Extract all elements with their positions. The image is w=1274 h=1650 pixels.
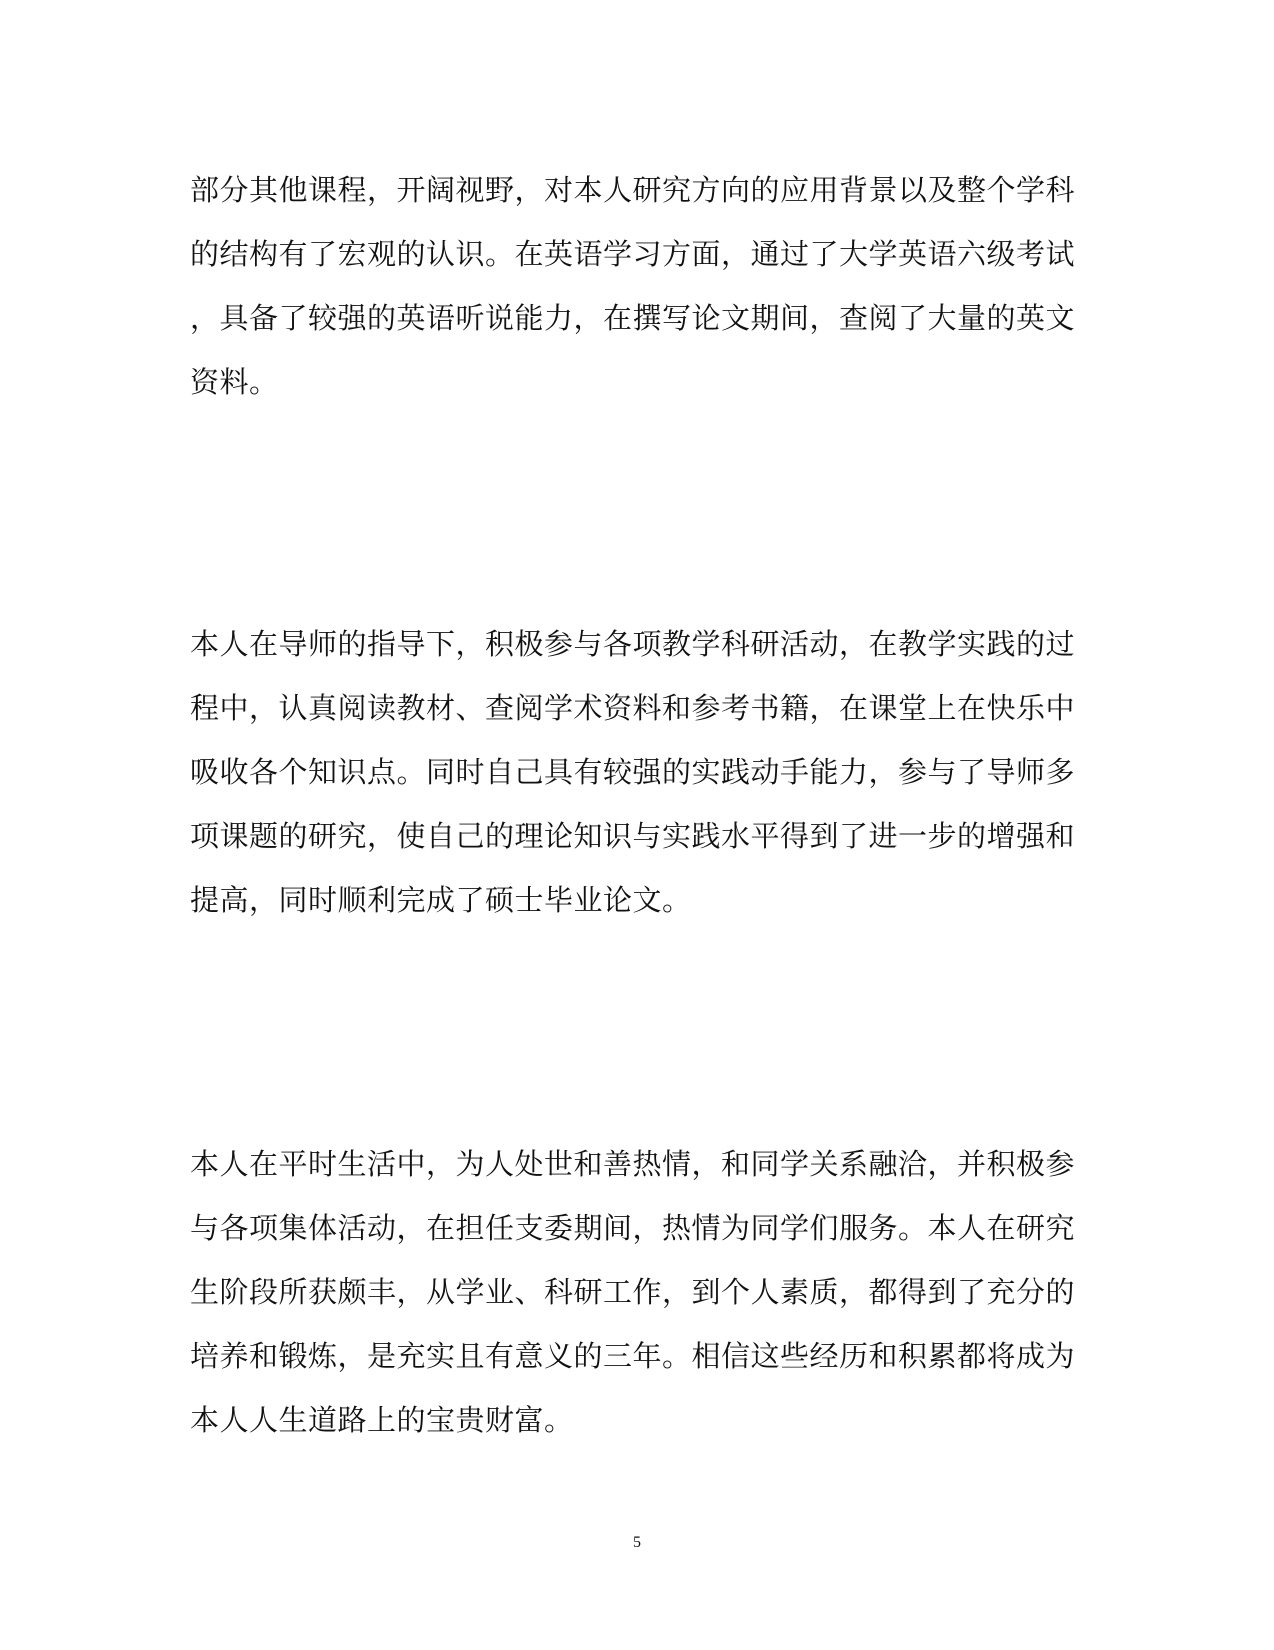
text-line: 本人人生道路上的宝贵财富。 <box>190 1403 574 1437</box>
text-line: 的结构有了宏观的认识。在英语学习方面，通过了大学英语六级考试 <box>190 237 1076 271</box>
text-line: 本人在导师的指导下，积极参与各项教学科研活动，在教学实践的过 <box>190 627 1076 661</box>
text-line: 本人在平时生活中，为人处世和善热情，和同学关系融洽，并积极参 <box>190 1147 1076 1181</box>
text-line: 培养和锻炼，是充实且有意义的三年。相信这些经历和积累都将成为 <box>190 1339 1076 1373</box>
text-line: 吸收各个知识点。同时自己具有较强的实践动手能力，参与了导师多 <box>190 755 1076 789</box>
text-line: ，具备了较强的英语听说能力，在撰写论文期间，查阅了大量的英文 <box>190 301 1076 335</box>
paragraph-1 <box>190 158 1076 414</box>
text-line: 与各项集体活动，在担任支委期间，热情为同学们服务。本人在研究 <box>190 1211 1076 1245</box>
text-line: 生阶段所获颇丰，从学业、科研工作，到个人素质，都得到了充分的 <box>190 1275 1076 1309</box>
page-number: 5 <box>633 1534 641 1551</box>
text-line: 程中，认真阅读教材、查阅学术资料和参考书籍，在课堂上在快乐中 <box>190 691 1076 725</box>
text-line: 部分其他课程，开阔视野，对本人研究方向的应用背景以及整个学科 <box>190 173 1076 207</box>
paragraph-3 <box>190 1132 1076 1452</box>
paragraph-2 <box>190 612 1076 932</box>
text-line: 资料。 <box>190 365 279 399</box>
text-line: 项课题的研究，使自己的理论知识与实践水平得到了进一步的增强和 <box>190 819 1076 853</box>
text-line: 提高，同时顺利完成了硕士毕业论文。 <box>190 883 692 917</box>
